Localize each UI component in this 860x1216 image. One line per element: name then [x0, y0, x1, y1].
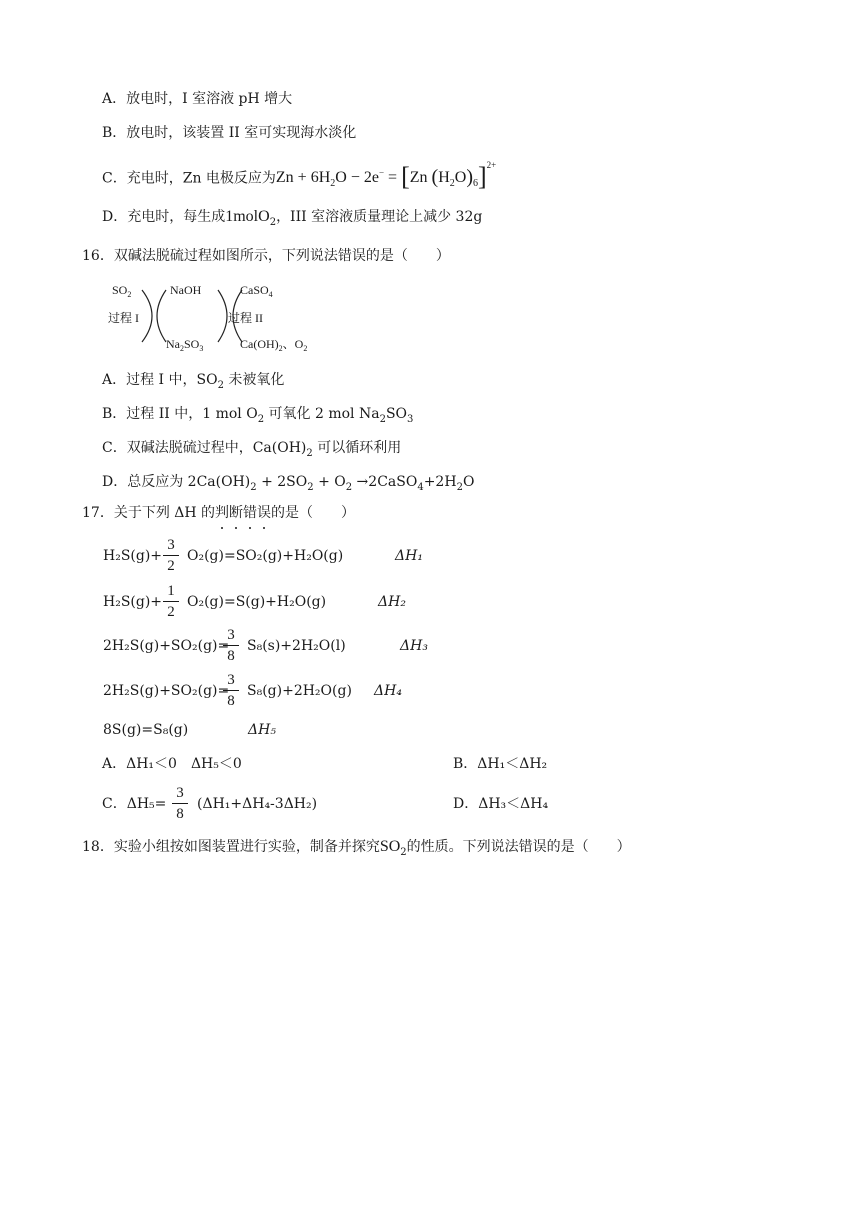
q17-eq3-right: S₈(s)+2H₂O(l) — [247, 638, 346, 654]
diagram-caoh2-o2: $Ca(OH)_2$、$O_2$ — [240, 337, 308, 353]
q17-eq4-left: 2H₂S(g)+SO₂(g)= — [103, 683, 230, 699]
numerator: 3 — [176, 785, 184, 801]
text-part: 18．实验小组按如图装置进行实验，制备并探究 — [82, 839, 380, 855]
diagram-na2so3: $Na_2SO_3$ — [166, 337, 204, 353]
q17-option-d: D．ΔH₃＜ΔH₄ — [453, 796, 549, 812]
q17-eq4-fraction — [223, 671, 239, 710]
q15-option-a: A．放电时，I 室溶液 pH 增大 — [102, 91, 293, 107]
eq-part: 6 — [472, 178, 478, 190]
diagram-arc-mid-right — [218, 290, 227, 342]
chem-formula: SO — [379, 838, 401, 855]
numerator: 3 — [227, 627, 235, 643]
emphasis-text — [215, 503, 271, 523]
q17-eq4-dh: ΔH₄ — [374, 683, 402, 699]
denominator: 2 — [167, 604, 175, 620]
q15-option-c-label: C．充电时，Zn 电极反应为 — [102, 170, 276, 187]
text-part: + O — [313, 474, 346, 490]
eq-part: Zn — [409, 169, 428, 187]
q15-option-c — [102, 160, 497, 195]
q15-option-d-chem: 1molO — [225, 208, 270, 225]
text-part: 17．关于下列 ΔH 的 — [82, 505, 216, 521]
text-part: D．总反应为 2Ca(OH) — [102, 474, 251, 490]
q18-stem: 18．实验小组按如图装置进行实验，制备并探究$SO_2$的性质。下列说法错误的是（ ） — [82, 838, 631, 858]
q15-option-d-label: D．充电时，每生成 — [102, 209, 226, 225]
q17-option-b: B．ΔH₁＜ΔH₂ — [453, 756, 548, 772]
q17-option-c-fraction — [172, 784, 188, 823]
q15-option-d-tail: ，III 室溶液质量理论上减少 32g — [276, 209, 483, 225]
eq-part: O − 2e — [335, 169, 379, 187]
denominator: 8 — [227, 693, 235, 709]
q16-option-a: A．过程 I 中，$SO_2$ 未被氧化 — [102, 372, 285, 391]
numerator: 3 — [167, 537, 175, 553]
eq-part: O — [454, 169, 467, 187]
diagram-caso4: CaSO$_4$ — [240, 283, 273, 299]
numerator: 3 — [227, 672, 235, 688]
q17-eq3-dh: ΔH₃ — [400, 638, 428, 654]
q16-option-d: D．总反应为 $2Ca(OH)_2 + 2SO_2 + O_2$ $\to 2CaSO_4+2H_2O$ — [102, 474, 475, 493]
q17-eq3-left: 2H₂S(g)+SO₂(g)= — [103, 638, 230, 654]
q17-option-a: A．ΔH₁＜0 ΔH₅＜0 — [102, 756, 242, 772]
q16-option-b: B．过程 II 中，1 mol $O_2$ 可氧化 2 mol $Na_2SO_3$ — [102, 406, 414, 425]
numerator: 1 — [167, 583, 175, 599]
q15-option-c-equation: $Zn + 6H_2O - 2e^- = [Zn$ $(H_2O)_6]^{2+}$ — [275, 160, 497, 192]
q16-diagram — [104, 276, 334, 358]
denominator: 2 — [167, 558, 175, 574]
diagram-process1: 过程 I — [108, 311, 139, 325]
text-part: 的是（ ） — [271, 505, 356, 521]
eq-part: Zn + 6H — [275, 169, 331, 187]
eq-part: H — [438, 169, 450, 187]
diagram-so2: $SO_2$ — [112, 283, 132, 299]
q17-eq2-fraction — [163, 582, 179, 621]
text-part: C．双碱法脱硫过程中，Ca(OH) — [102, 440, 307, 456]
q16-option-c: C．双碱法脱硫过程中，$Ca(OH)_2$ 可以循环利用 — [102, 440, 402, 459]
q17-option-c-label: C．ΔH₅= — [102, 796, 167, 812]
text-part: SO — [385, 406, 408, 422]
text-part: →2CaSO — [352, 474, 418, 490]
q17-eq1-left: H₂S(g)+ — [103, 548, 163, 564]
text-part: 可氧化 2 mol Na — [264, 406, 380, 422]
q15-option-d: D．充电时，每生成1molO$_2$，III 室溶液质量理论上减少 32g — [102, 208, 483, 228]
denominator: 8 — [227, 648, 235, 664]
q17-eq1-right: O₂(g)=SO₂(g)+H₂O(g) — [187, 548, 344, 564]
q17-eq5-dh: ΔH₅ — [248, 722, 276, 738]
diagram-arc-mid-left — [157, 290, 166, 342]
text-part: O — [462, 474, 475, 490]
text-part: A．过程 I 中，SO — [102, 372, 218, 388]
q17-eq3-fraction — [223, 626, 239, 665]
text-part: 判断错误 — [215, 505, 272, 521]
eq-part: = — [384, 169, 402, 187]
eq-part: 2+ — [486, 160, 497, 170]
q17-eq2-left: H₂S(g)+ — [103, 594, 163, 610]
q17-option-c-expr: (ΔH₁+ΔH₄-3ΔH₂) — [197, 796, 318, 812]
text-part: + 2SO — [256, 474, 308, 490]
diagram-naoh: NaOH — [170, 283, 202, 297]
denominator: 8 — [176, 806, 184, 822]
text-part: 的性质。下列说法错误的是（ ） — [406, 839, 631, 855]
q17-eq4-right: S₈(g)+2H₂O(g) — [247, 683, 352, 699]
text-part: 可以循环利用 — [312, 440, 402, 456]
diagram-arc-left — [142, 290, 152, 342]
q17-eq2-dh: ΔH₂ — [378, 594, 406, 610]
text-part: 未被氧化 — [223, 372, 285, 388]
text-part: B．过程 II 中，1 mol O — [102, 406, 258, 422]
q17-stem — [82, 503, 355, 523]
q17-eq2-right: O₂(g)=S(g)+H₂O(g) — [187, 594, 327, 610]
text-part: +2H — [423, 474, 457, 490]
q16-stem: 16．双碱法脱硫过程如图所示，下列说法错误的是（ ） — [82, 248, 450, 264]
q17-eq1-fraction — [163, 536, 179, 575]
q17-eq1-dh: ΔH₁ — [395, 548, 423, 564]
diagram-process2: 过程 II — [228, 311, 263, 325]
q15-option-b: B．放电时，该装置 II 室可实现海水淡化 — [102, 125, 357, 141]
q17-eq5: 8S(g)=S₈(g) — [103, 722, 189, 738]
